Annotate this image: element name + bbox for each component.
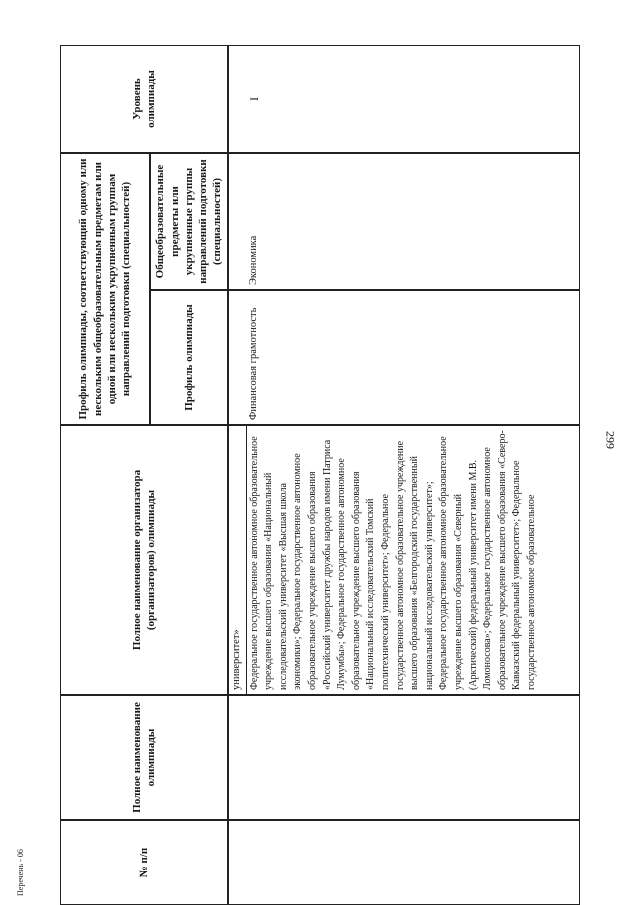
cell-name (228, 695, 580, 820)
cell-organizer (228, 425, 580, 695)
cell-num (228, 820, 580, 905)
subject-value: Экономика (248, 235, 259, 285)
header-organizer: Полное наименование организатора (организаторов) олимпиады (60, 425, 228, 695)
header-level: Уровень олимпиады (60, 45, 228, 153)
rotated-page-content (60, 45, 580, 905)
cell-level (228, 45, 580, 153)
profile-value: Финансовая грамотность (248, 307, 259, 420)
header-profile: Профиль олимпиады (150, 290, 228, 425)
header-num: № п/п (60, 820, 228, 905)
cell-subject (228, 153, 580, 290)
header-name: Полное наименование олимпиады (60, 695, 228, 820)
olympiad-table (60, 45, 580, 905)
header-profile-group: Профиль олимпиады, соответствующий одному или нескольким общеобразовательным предметам или одной или нескольким укрупненным группам направлений подготовки (специальностей) (60, 153, 150, 425)
organizer-text: Федеральное государственное автономное образовательное учреждение высшего образования «Национальный исследовательский университет «Высшая школа экономики»; Федеральное государственное автономное образовательное учреждение высшего образования «Российский университет дружбы народов имени Патриса Лумумбы»; Федеральное государственное автономное образовательное учреждение высшего образования «Национальный исследовательский Томский политехнический университет»; Федеральное государственное автономное образовательное учреждение высшего образования «Белгородский государственный национальный исследовательский университет»; Федеральное государственное автономное образовательное учреждение высшего образования «Северный (Арктический) федеральный университет имени М.В. Ломоносова»; Федеральное государственное автономное образовательное учреждение высшего образования «Северо-Кавказский федеральный университет»; Федеральное государственное автономное образовательное (248, 430, 537, 690)
organizer-continuation: университет» (229, 426, 247, 694)
footer-note: Перечень - 06 (16, 849, 25, 896)
level-value: I (247, 97, 261, 101)
page-number: 299 (603, 431, 618, 449)
cell-profile (228, 290, 580, 425)
header-subjects: Общеобразовательные предметы или укрупненные группы направлений подготовки (специальностей) (150, 153, 228, 290)
